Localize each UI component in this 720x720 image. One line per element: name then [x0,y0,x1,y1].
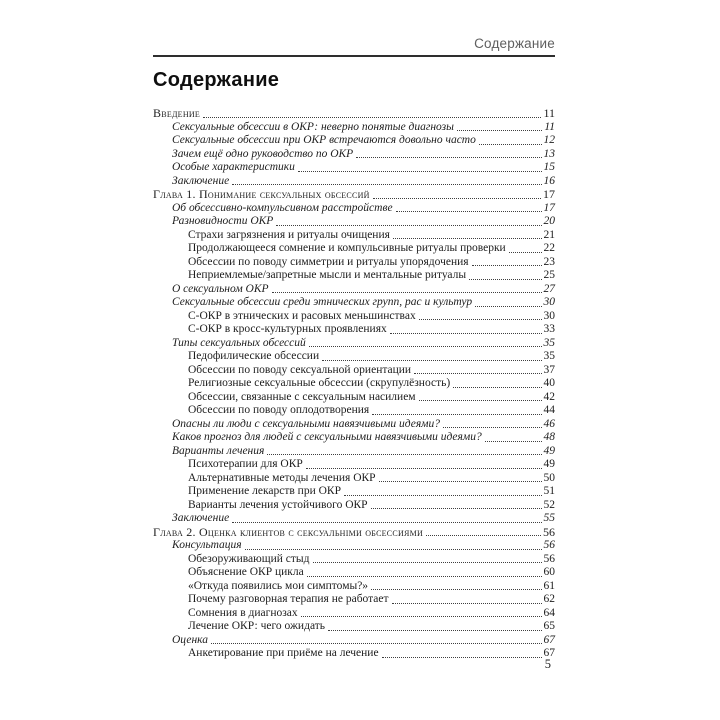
toc-leader-dots [372,414,541,415]
toc-page-number: 17 [543,201,555,214]
toc-page-number: 33 [543,323,555,335]
toc-leader-dots [457,130,542,131]
toc-leader-dots [414,373,541,374]
toc-page-number: 25 [543,269,555,281]
toc-page-number: 48 [543,431,555,443]
toc-leader-dots [469,279,541,280]
toc-entry-title: Оценка [172,633,208,646]
toc-leader-dots [276,225,541,226]
toc-page-number: 56 [543,524,555,539]
toc-entry [153,377,555,391]
toc-entry-title: С-ОКР в кросс-культурных проявлениях [188,323,387,335]
toc-leader-dots [356,157,541,158]
toc-entry-title: О сексуальном ОКР [172,282,269,295]
toc-leader-dots [203,117,541,118]
toc-entry [153,512,555,526]
toc-page-number: 51 [543,485,555,497]
toc-page-number: 50 [543,471,555,484]
toc-entry [153,350,555,364]
toc-page-number: 20 [543,215,555,227]
toc-entry [153,458,555,472]
toc-entry [153,242,555,256]
toc-entry-title: Заключение [172,512,230,524]
toc-entry [153,391,555,405]
toc-page-number: 65 [543,620,555,632]
toc-entry-title: Разновидности ОКР [172,215,274,227]
toc-entry [153,364,555,378]
toc-page-number: 37 [543,363,555,376]
toc-leader-dots [453,387,541,388]
toc-entry-title: Глава 2. Оценка клиентов с сексуальніми обсессиями [153,525,423,539]
toc-page-number: 52 [543,498,555,511]
toc-leader-dots [509,252,542,253]
page-title: Содержание [153,69,280,91]
toc-entry [153,445,555,459]
toc-leader-dots [211,643,542,644]
toc-leader-dots [379,481,542,482]
toc-page-number: 35 [543,336,555,349]
toc-leader-dots [472,265,542,266]
toc-entry-title: Введение [153,107,201,120]
toc-leader-dots [267,454,541,455]
toc-leader-dots [232,184,541,185]
toc-entry [153,121,555,135]
toc-page-number: 55 [543,512,555,524]
toc-entry [153,485,555,499]
toc-leader-dots [309,346,542,347]
toc-leader-dots [371,589,541,590]
toc-entry [153,161,555,175]
toc-leader-dots [344,495,542,496]
toc-entry-title: Консультация [172,539,242,551]
toc-page-number: 67 [543,633,555,646]
toc-entry [153,229,555,243]
toc-page-number: 46 [543,417,555,430]
toc-entry [153,580,555,594]
toc-entry-title: Опасны ли люди с сексуальными навязчивыми идеями? [172,417,440,430]
toc-entry-title: С-ОКР в этнических и расовых меньшинствах [188,309,416,322]
toc-entry [153,431,555,445]
toc-page-number: 64 [543,606,555,619]
toc-entry-title: «Откуда появились мои симптомы?» [188,579,369,592]
toc-entry [153,310,555,324]
toc-entry [153,634,555,648]
toc-entry-title: Почему разговорная терапия не работает [188,593,389,605]
toc-entry-title: Обсессии по поводу симметрии и ритуалы упорядочения [188,255,469,268]
toc-leader-dots [419,319,542,320]
toc-leader-dots [390,333,542,334]
toc-leader-dots [426,535,541,536]
toc-entry [153,593,555,607]
toc-leader-dots [232,522,541,523]
toc-entry [153,499,555,513]
toc-page-number: 15 [543,161,555,173]
toc-entry-title: Сексуальные обсессии среди этнических групп, рас и культур [172,296,473,308]
toc-entry [153,188,555,202]
toc-leader-dots [393,238,542,239]
toc-page-number: 12 [543,134,555,146]
toc-page-number: 67 [543,647,555,659]
toc-page-number: 42 [543,390,555,403]
toc-entry [153,283,555,297]
toc-entry-title: Неприемлемые/запретные мысли и ментальные ритуалы [188,269,467,281]
toc-entry [153,539,555,553]
toc-entry [153,107,555,121]
toc-entry-title: Заключение [172,174,230,187]
toc-page-number: 17 [543,187,555,201]
toc-entry-title: Применение лекарств при ОКР [188,485,341,497]
toc-page-number: 11 [544,120,555,133]
toc-entry [153,215,555,229]
toc-entry [153,526,555,540]
toc-entry-title: Варианты лечения устойчивого ОКР [188,498,368,511]
toc-entry-title: Продолжающееся сомнение и компульсивные ритуалы проверки [188,242,506,254]
toc-leader-dots [392,603,542,604]
toc-page-number: 61 [543,579,555,592]
toc-entry-title: Психотерапии для ОКР [188,458,303,470]
toc-entry-title: Обсессии по поводу оплодотворения [188,404,370,416]
toc-entry [153,296,555,310]
toc-leader-dots [298,171,542,172]
toc-entry [153,337,555,351]
toc-entry [153,269,555,283]
toc-entry-title: Об обсессивно-компульсивном расстройстве [172,201,393,214]
running-header: Содержание [474,36,555,51]
toc-entry-title: Объяснение ОКР цикла [188,566,304,578]
toc-leader-dots [272,292,542,293]
toc-page-number: 27 [543,282,555,295]
toc-leader-dots [443,427,542,428]
toc-entry [153,472,555,486]
toc-leader-dots [485,441,542,442]
toc-entry-title: Педофилические обсессии [188,350,320,362]
toc-entry-title: Варианты лечения [172,444,265,457]
toc-entry [153,620,555,634]
toc-page-number: 30 [543,296,555,308]
toc-entry [153,418,555,432]
toc-entry [153,202,555,216]
toc-page-number: 16 [543,174,555,187]
toc-entry-title: Особые характеристики [172,161,295,173]
toc-entry [153,607,555,621]
toc-list [153,107,555,661]
toc-entry [153,404,555,418]
toc-entry-title: Сомнения в диагнозах [188,606,298,619]
toc-page-number: 13 [543,147,555,160]
toc-entry [153,553,555,567]
toc-leader-dots [306,468,542,469]
toc-page-number: 22 [543,242,555,254]
toc-entry-title: Религиозные сексуальные обсессии (скрупулёзность) [188,377,451,389]
toc-entry-title: Каков прогноз для людей с сексуальными навязчивыми идеями? [172,431,482,443]
toc-page-number: 11 [543,106,555,120]
toc-entry [153,134,555,148]
toc-page-number: 60 [543,566,555,578]
toc-page-number: 49 [543,458,555,470]
toc-page-number: 30 [543,309,555,322]
toc-leader-dots [373,198,541,199]
toc-entry [153,566,555,580]
toc-leader-dots [245,549,542,550]
toc-leader-dots [419,400,542,401]
toc-entry-title: Сексуальные обсессии в ОКР: неверно понятые диагнозы [172,120,454,133]
toc-leader-dots [396,211,542,212]
toc-page-number: 44 [543,404,555,416]
toc-leader-dots [479,144,542,145]
toc-entry [153,175,555,189]
toc-entry-title: Страхи загрязнения и ритуалы очищения [188,228,390,241]
toc-leader-dots [328,630,541,631]
toc-entry-title: Глава 1. Понимание сексуальных обсессий [153,188,370,201]
toc-entry-title: Лечение ОКР: чего ожидать [188,620,326,632]
toc-page-number: 21 [543,228,555,241]
toc-page-number: 56 [543,539,555,551]
toc-entry-title: Альтернативные методы лечения ОКР [188,471,376,484]
header-rule [153,55,555,57]
toc-entry [153,148,555,162]
toc-entry-title: Обсессии, связанные с сексуальным насилием [188,390,416,403]
toc-page-number: 35 [543,350,555,362]
toc-entry-title: Сексуальные обсессии при ОКР встречаются довольно часто [172,134,476,146]
toc-entry [153,323,555,337]
toc-leader-dots [475,306,541,307]
toc-page-number: 56 [543,552,555,565]
toc-entry-title: Зачем ещё одно руководство по ОКР [172,147,354,160]
toc-entry-title: Обсессии по поводу сексуальной ориентации [188,363,412,376]
toc-page-number: 40 [543,377,555,389]
toc-entry-title: Обезоруживающий стыд [188,552,310,565]
toc-leader-dots [307,576,542,577]
toc-entry [153,256,555,270]
toc-leader-dots [313,562,542,563]
toc-leader-dots [371,508,542,509]
toc-page-number: 49 [543,444,555,457]
toc-leader-dots [301,616,542,617]
toc-leader-dots [322,360,541,361]
page-number: 5 [544,657,551,671]
toc-page-number: 62 [543,593,555,605]
toc-entry-title: Типы сексуальных обсессий [172,336,306,349]
toc-entry-title: Анкетирование при приёме на лечение [188,647,379,659]
toc-page-number: 23 [543,255,555,268]
